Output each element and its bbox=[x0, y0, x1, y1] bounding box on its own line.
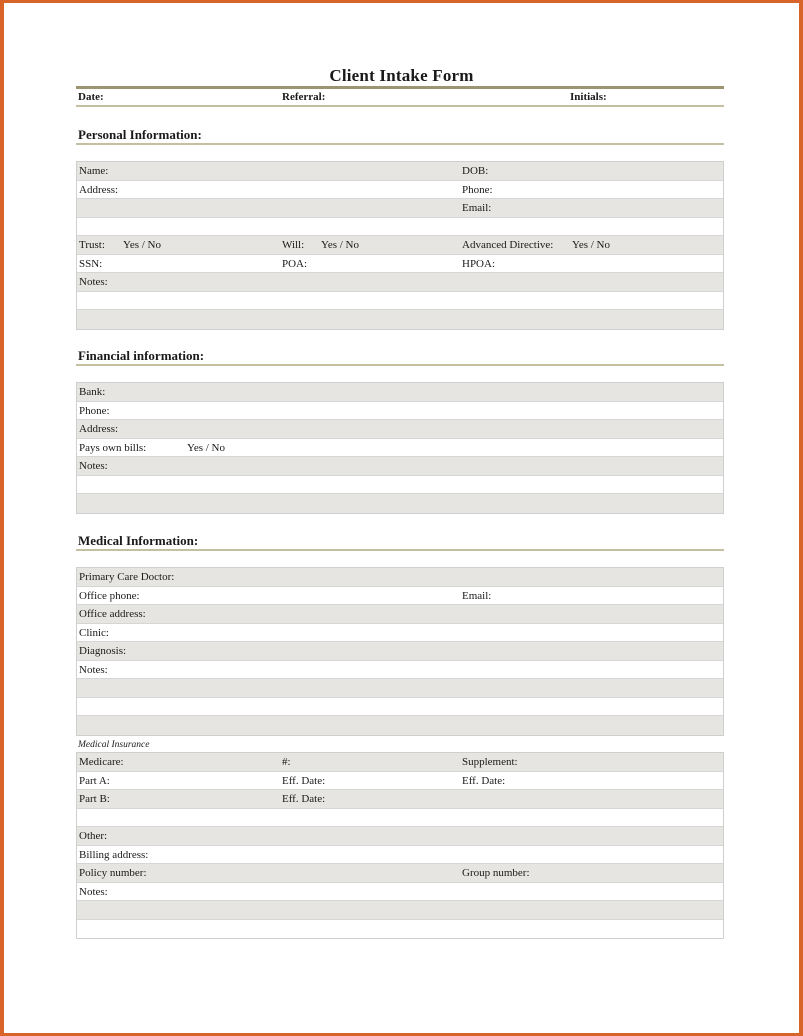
address-label: Address: bbox=[79, 183, 119, 196]
table-row[interactable] bbox=[77, 310, 723, 329]
trust-label: Trust: bbox=[79, 239, 105, 251]
table-row[interactable] bbox=[77, 827, 723, 846]
table-row[interactable] bbox=[77, 753, 723, 772]
personal-table bbox=[76, 161, 724, 330]
personal-section-rule bbox=[76, 143, 724, 145]
pays-bills-label: Pays own bills: bbox=[79, 441, 147, 454]
table-row[interactable] bbox=[77, 439, 723, 458]
billing-address-label: Billing address: bbox=[79, 848, 149, 861]
address-label: Address: bbox=[79, 423, 119, 435]
financial-table bbox=[76, 382, 724, 514]
table-row[interactable] bbox=[77, 901, 723, 920]
part-a-label: Part A: bbox=[79, 774, 110, 787]
part-b-label: Part B: bbox=[79, 793, 110, 805]
medical-section-rule bbox=[76, 549, 724, 551]
header-rule-bottom bbox=[76, 105, 724, 107]
name-label: Name: bbox=[79, 165, 109, 177]
other-label: Other: bbox=[79, 830, 108, 842]
supplement-eff-date-label: Eff. Date: bbox=[462, 774, 506, 787]
table-row[interactable] bbox=[77, 698, 723, 717]
part-a-eff-date-label: Eff. Date: bbox=[282, 774, 326, 787]
email-label: Email: bbox=[462, 202, 492, 214]
email-label: Email: bbox=[462, 589, 492, 602]
initials-label: Initials: bbox=[570, 91, 607, 103]
table-row[interactable] bbox=[77, 162, 723, 181]
notes-label: Notes: bbox=[79, 663, 108, 676]
trust-options[interactable]: Yes / No bbox=[123, 239, 162, 251]
insurance-section-title: Medical Insurance bbox=[78, 740, 150, 750]
table-row[interactable] bbox=[77, 199, 723, 218]
financial-section-rule bbox=[76, 364, 724, 366]
office-address-label: Office address: bbox=[79, 608, 146, 620]
table-row[interactable] bbox=[77, 255, 723, 274]
supplement-label: Supplement: bbox=[462, 756, 518, 768]
policy-number-label: Policy number: bbox=[79, 867, 147, 879]
referral-label: Referral: bbox=[282, 91, 326, 103]
table-row[interactable] bbox=[77, 772, 723, 791]
group-number-label: Group number: bbox=[462, 867, 530, 879]
notes-label: Notes: bbox=[79, 885, 108, 898]
table-row[interactable] bbox=[77, 883, 723, 902]
form-title: Client Intake Form bbox=[329, 66, 474, 85]
table-row[interactable] bbox=[77, 790, 723, 809]
bank-label: Bank: bbox=[79, 386, 106, 398]
table-row[interactable] bbox=[77, 181, 723, 200]
phone-label: Phone: bbox=[79, 404, 110, 417]
medical-table bbox=[76, 567, 724, 736]
date-label: Date: bbox=[78, 91, 104, 103]
medical-section-title: Medical Information: bbox=[78, 533, 199, 548]
dob-label: DOB: bbox=[462, 165, 489, 177]
notes-label: Notes: bbox=[79, 460, 108, 472]
table-row[interactable] bbox=[77, 587, 723, 606]
primary-care-doctor-label: Primary Care Doctor: bbox=[79, 571, 175, 583]
table-row[interactable] bbox=[77, 716, 723, 735]
table-row[interactable] bbox=[77, 568, 723, 587]
table-row[interactable] bbox=[77, 642, 723, 661]
table-row[interactable] bbox=[77, 476, 723, 495]
header-rule-top bbox=[76, 86, 724, 89]
table-row[interactable] bbox=[77, 292, 723, 311]
diagnosis-label: Diagnosis: bbox=[79, 645, 127, 657]
will-options[interactable]: Yes / No bbox=[321, 239, 360, 251]
clinic-label: Clinic: bbox=[79, 626, 109, 639]
table-row[interactable] bbox=[77, 920, 723, 939]
table-row[interactable] bbox=[77, 605, 723, 624]
table-row[interactable] bbox=[77, 236, 723, 255]
table-row[interactable] bbox=[77, 494, 723, 513]
poa-label: POA: bbox=[282, 257, 308, 270]
table-row[interactable] bbox=[77, 420, 723, 439]
table-row[interactable] bbox=[77, 273, 723, 292]
insurance-table bbox=[76, 752, 724, 939]
form-page bbox=[4, 3, 799, 1033]
table-row[interactable] bbox=[77, 679, 723, 698]
will-label: Will: bbox=[282, 239, 305, 251]
medicare-label: Medicare: bbox=[79, 756, 124, 768]
financial-section-title: Financial information: bbox=[78, 348, 205, 363]
table-row[interactable] bbox=[77, 383, 723, 402]
table-row[interactable] bbox=[77, 661, 723, 680]
advanced-directive-label: Advanced Directive: bbox=[462, 239, 554, 251]
part-b-eff-date-label: Eff. Date: bbox=[282, 793, 326, 805]
advanced-directive-options[interactable]: Yes / No bbox=[572, 239, 611, 251]
table-row[interactable] bbox=[77, 846, 723, 865]
table-row[interactable] bbox=[77, 809, 723, 828]
table-row[interactable] bbox=[77, 624, 723, 643]
table-row[interactable] bbox=[77, 864, 723, 883]
personal-section-title: Personal Information: bbox=[78, 127, 202, 142]
ssn-label: SSN: bbox=[79, 257, 103, 270]
pays-bills-options[interactable]: Yes / No bbox=[187, 441, 226, 454]
table-row[interactable] bbox=[77, 218, 723, 237]
table-row[interactable] bbox=[77, 402, 723, 421]
notes-label: Notes: bbox=[79, 276, 108, 288]
table-row[interactable] bbox=[77, 457, 723, 476]
medicare-number-label: #: bbox=[282, 756, 291, 768]
phone-label: Phone: bbox=[462, 183, 493, 196]
hpoa-label: HPOA: bbox=[462, 257, 496, 270]
office-phone-label: Office phone: bbox=[79, 589, 140, 602]
